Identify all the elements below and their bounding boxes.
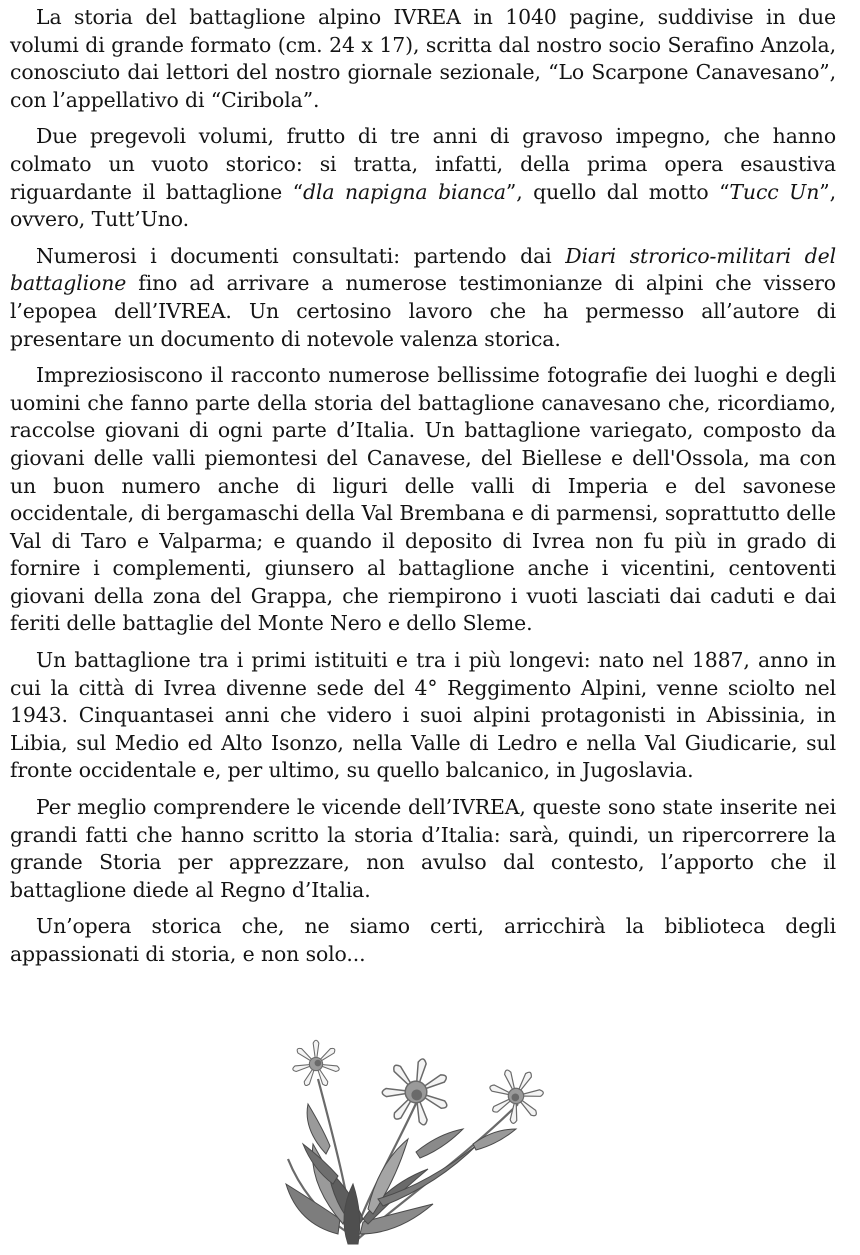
paragraph-2-italic-b: Tucc Un <box>729 179 820 204</box>
paragraph-7: Un’opera storica che, ne siamo certi, arricchirà la biblioteca degli appassionati di storia, e non solo... <box>10 914 836 966</box>
paragraph-2-text-a: Due pregevoli volumi, frutto di tre anni di gravoso impegno, che hanno colmato un vuoto storico: si tratta, infatti, della prima opera esaustiva riguardante il battaglione “ <box>10 124 836 204</box>
paragraph-2 <box>10 123 836 233</box>
edelweiss-icon <box>278 1034 568 1248</box>
paragraph-3-italic-a: Diari strorico-militari del battaglione <box>10 243 837 296</box>
paragraph-6: Per meglio comprendere le vicende dell’IVREA, queste sono state inserite nei grandi fatti che hanno scritto la storia d’Italia: sarà, quindi, un ripercorrere la grande Storia per apprezzare, non avulso dal contesto, l’apporto che il battaglione diede al Regno d’Italia. <box>10 795 836 902</box>
article-body <box>10 4 836 978</box>
paragraph-5: Un battaglione tra i primi istituiti e tra i più longevi: nato nel 1887, anno in cui la città di Ivrea divenne sede del 4° Reggimento Alpini, venne sciolto nel 1943. Cinquantasei anni che videro i suoi alpini protagonisti in Abissinia, in Libia, sul Medio ed Alto Isonzo, nella Valle di Ledro e nella Val Giudicarie, sul fronte occidentale e, per ultimo, su quello balcanico, in Jugoslavia. <box>10 648 836 783</box>
paragraph-2-text-b: ”, quello dal motto “ <box>505 179 730 204</box>
paragraph-2-text-c: ”, ovvero, Tutt’Uno. <box>10 179 836 232</box>
paragraph-3-text-b: fino ad arrivare a numerose testimonianze di alpini che vissero l’epopea dell’IVREA. Un certosino lavoro che ha permesso all’autore di presentare un documento di notevole valenza storica. <box>10 271 836 351</box>
paragraph-3-text-a: Numerosi i documenti consultati: partendo dai <box>36 243 566 268</box>
paragraph-2-italic-a: dla napigna bianca <box>302 179 506 204</box>
leaves <box>286 1104 516 1244</box>
flowers <box>292 1040 551 1130</box>
paragraph-3 <box>10 243 836 353</box>
paragraph-4: Impreziosiscono il racconto numerose bellissime fotografie dei luoghi e degli uomini che fanno parte della storia del battaglione canavesano che, ricordiamo, raccolse giovani di ogni parte d’Italia. Un battaglione variegato, composto da giovani delle valli piemontesi del Canavese, del Biellese e dell'Ossola, ma con un buon numero anche di liguri delle valli di Imperia e del savonese occidentale, di bergamaschi della Val Brembana e di parmensi, soprattutto delle Val di Taro e Valparma; e quando il deposito di Ivrea non fu più in grado di fornire i complementi, giunsero al battaglione anche i vicentini, centoventi giovani della zona del Grappa, che riempirono i vuoti lasciati dai caduti e dai feriti delle battaglie del Monte Nero e dello Sleme. <box>10 363 836 636</box>
paragraph-1: La storia del battaglione alpino IVREA in 1040 pagine, suddivise in due volumi di grande formato (cm. 24 x 17), scritta dal nostro socio Serafino Anzola, conosciuto dai lettori del nostro giornale sezionale, “Lo Scarpone Canavesano”, con l’appellativo di “Ciribola”. <box>10 5 836 112</box>
